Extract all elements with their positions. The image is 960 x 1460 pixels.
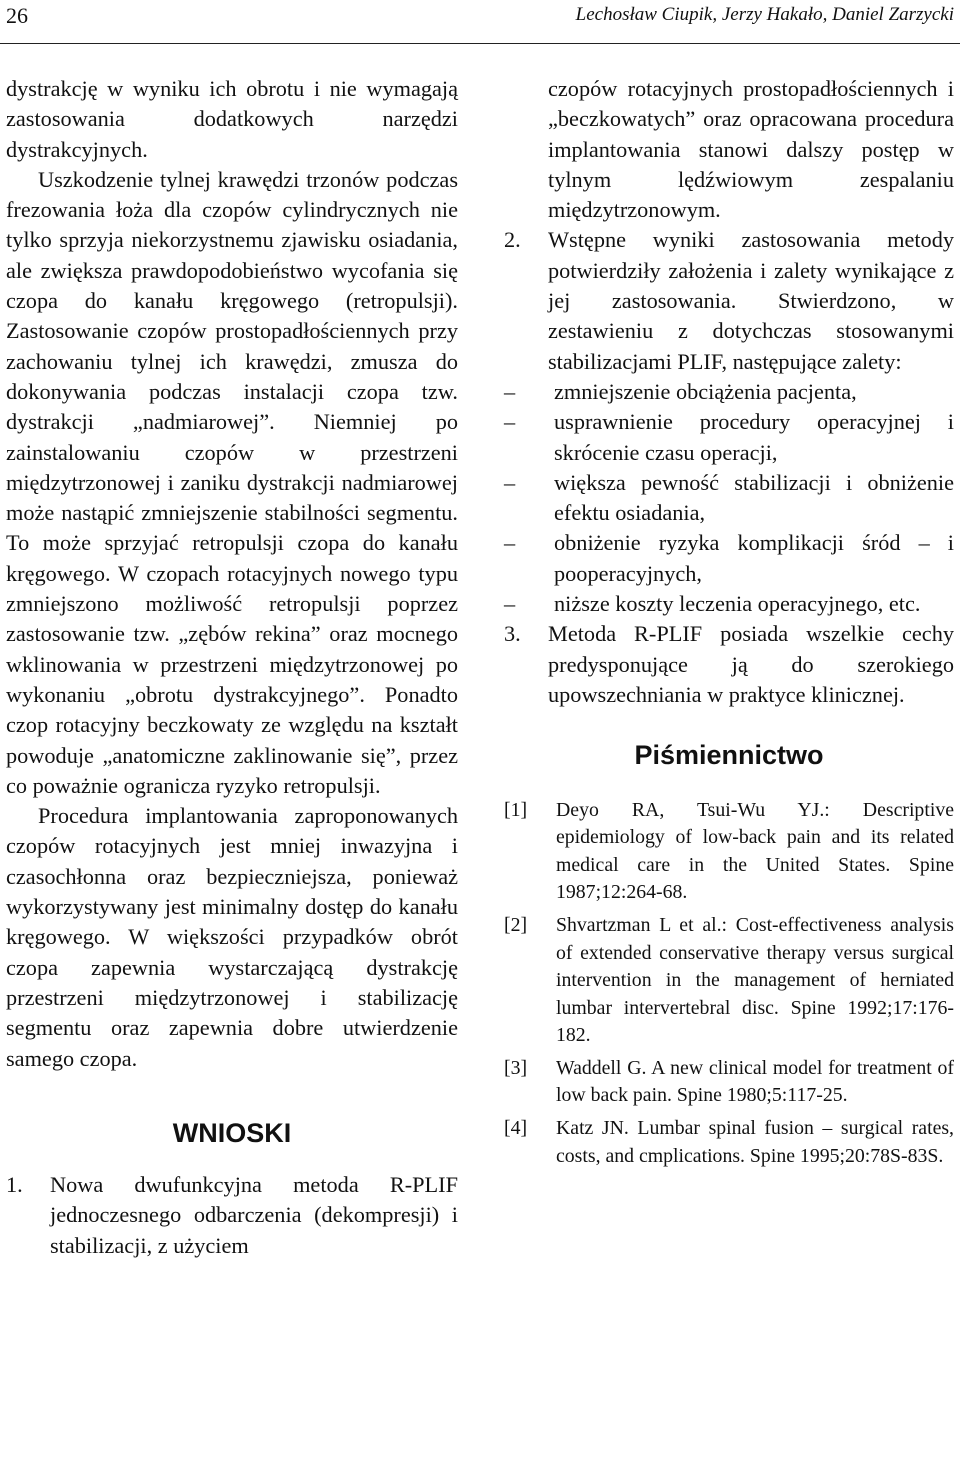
- reference-number: [3]: [504, 1056, 528, 1079]
- running-head-authors: Lechosław Ciupik, Jerzy Hakało, Daniel Zarzycki: [575, 4, 954, 25]
- conclusion-number: 2.: [504, 227, 521, 253]
- reference-text: Shvartzman L et al.: Cost-effectiveness analysis of extended conservative therapy versus surgical intervention in the management of herniated lumbar intervertebral disc. Spine 1992;17:176-182.: [556, 913, 954, 1047]
- references-list: [504, 797, 954, 1171]
- page-number: 26: [6, 3, 28, 28]
- conclusion-number: 3.: [504, 621, 521, 647]
- reference-item: [504, 797, 954, 907]
- list-item: [504, 528, 954, 589]
- dash-bullet: –: [504, 409, 516, 435]
- dash-bullet: –: [504, 378, 516, 404]
- list-item-text: niższe koszty leczenia operacyjnego, etc.: [554, 591, 921, 617]
- conclusion-item: [504, 225, 954, 376]
- reference-number: [2]: [504, 913, 528, 936]
- conclusion-continuation: czopów rotacyjnych prostopadłościennych i „beczkowatych” oraz opracowana procedura implantowania stanowi dalszy postęp w tylnym lędźwiowym zespalaniu międzytrzonowym.: [548, 76, 954, 223]
- conclusion-text: Metoda R-PLIF posiada wszelkie cechy predysponujące ją do szerokiego upowszechniania w praktyce klinicznej.: [548, 621, 954, 707]
- list-item: [504, 589, 954, 619]
- reference-item: [504, 912, 954, 1050]
- dash-bullet: –: [504, 469, 516, 495]
- list-item-text: zmniejszenie obciążenia pacjenta,: [554, 378, 857, 404]
- paragraph: dystrakcję w wyniku ich obrotu i nie wymagają zastosowania dodatkowych narzędzi dystrakcyjnych.: [6, 76, 458, 162]
- reference-number: [1]: [504, 798, 528, 821]
- reference-text: Deyo RA, Tsui-Wu YJ.: Descriptive epidemiology of low-back pain and its related medical care in the United States. Spine 1987;12:264-68.: [556, 798, 954, 904]
- right-column: [504, 74, 954, 1175]
- conclusions-heading: WNIOSKI: [172, 1117, 292, 1148]
- conclusion-text: Nowa dwufunkcyjna metoda R-PLIF jednoczesnego odbarczenia (dekompresji) i stabilizacji, z użyciem: [50, 1172, 458, 1258]
- list-item-text: większa pewność stabilizacji i obniżenie efektu osiadania,: [554, 469, 954, 526]
- reference-item: [504, 1055, 954, 1110]
- advantages-list: [504, 377, 954, 619]
- dash-bullet: –: [504, 591, 516, 617]
- list-item: [504, 468, 954, 529]
- reference-text: Katz JN. Lumbar spinal fusion – surgical rates, costs, and cmplications. Spine 1995;20:78S-83S.: [556, 1117, 954, 1167]
- list-item-text: obniżenie ryzyka komplikacji śród – i pooperacyjnych,: [554, 530, 954, 586]
- list-item: [504, 377, 954, 407]
- conclusion-item: [504, 619, 954, 710]
- list-item-text: usprawnienie procedury operacyjnej i skrócenie czasu operacji,: [554, 409, 954, 465]
- dash-bullet: –: [504, 530, 516, 556]
- conclusion-item: [6, 1170, 458, 1261]
- reference-text: Waddell G. A new clinical model for treatment of low back pain. Spine 1980;5:117-25.: [556, 1056, 954, 1107]
- list-item: [504, 407, 954, 468]
- paragraph: Uszkodzenie tylnej krawędzi trzonów podczas frezowania łoża dla czopów cylindrycznych nie tylko sprzyja niekorzystnemu zjawisku osiadania, ale zwiększa prawdopodobieństwo wycofania się czopa do kanału kręgowego (retropulsji). Zastosowanie czopów prostopadłościennych przy zachowaniu tylnej ich krawędzi, zmusza do dokonywania podczas instalacji czopa tzw. dystrakcji „nadmiarowej”. Niemniej po zainstalowaniu czopów w przestrzeni międzytrzonowej i zaniku dystrakcji nadmiarowej może nastąpić zmniejszenie stabilności segmentu. To może sprzyjać retropulsji czopa do kanału kręgowego. W czopach rotacyjnych nowego typu zmniejszono możliwość retropulsji poprzez zastosowanie tzw. „zębów rekina” oraz mocnego wklinowania w przestrzeni międzytrzonowej po wykonaniu „obrotu dystrakcyjnego”. Ponadto czop rotacyjny beczkowaty ze względu na kształt powoduje „anatomiczne zaklinowanie się”, przez co poważnie ogranicza ryzyko retropulsji.: [6, 166, 458, 798]
- reference-item: [504, 1115, 954, 1170]
- paragraph: Procedura implantowania zaproponowanych czopów rotacyjnych jest mniej inwazyjna i czasochłonna oraz bezpieczniejsza, ponieważ wykorzystywany jest minimalny dostęp do kanału kręgowego. W większości przypadków obrót czopa zapewnia wystarczającą dystrakcję przestrzeni międzytrzonowej i stabilizację segmentu oraz zapewnia dobre utwierdzenie samego czopa.: [6, 803, 458, 1071]
- left-column: [6, 74, 458, 1261]
- conclusion-number: 1.: [6, 1172, 23, 1198]
- reference-number: [4]: [504, 1117, 528, 1140]
- page-header: [0, 0, 960, 44]
- references-heading: Piśmiennictwo: [634, 740, 824, 771]
- conclusion-text: Wstępne wyniki zastosowania metody potwierdziły założenia i zalety wynikające z jej zastosowania. Stwierdzono, w zestawieniu z dotychczas stosowanymi stabilizacjami PLIF, następujące zalety:: [548, 227, 954, 374]
